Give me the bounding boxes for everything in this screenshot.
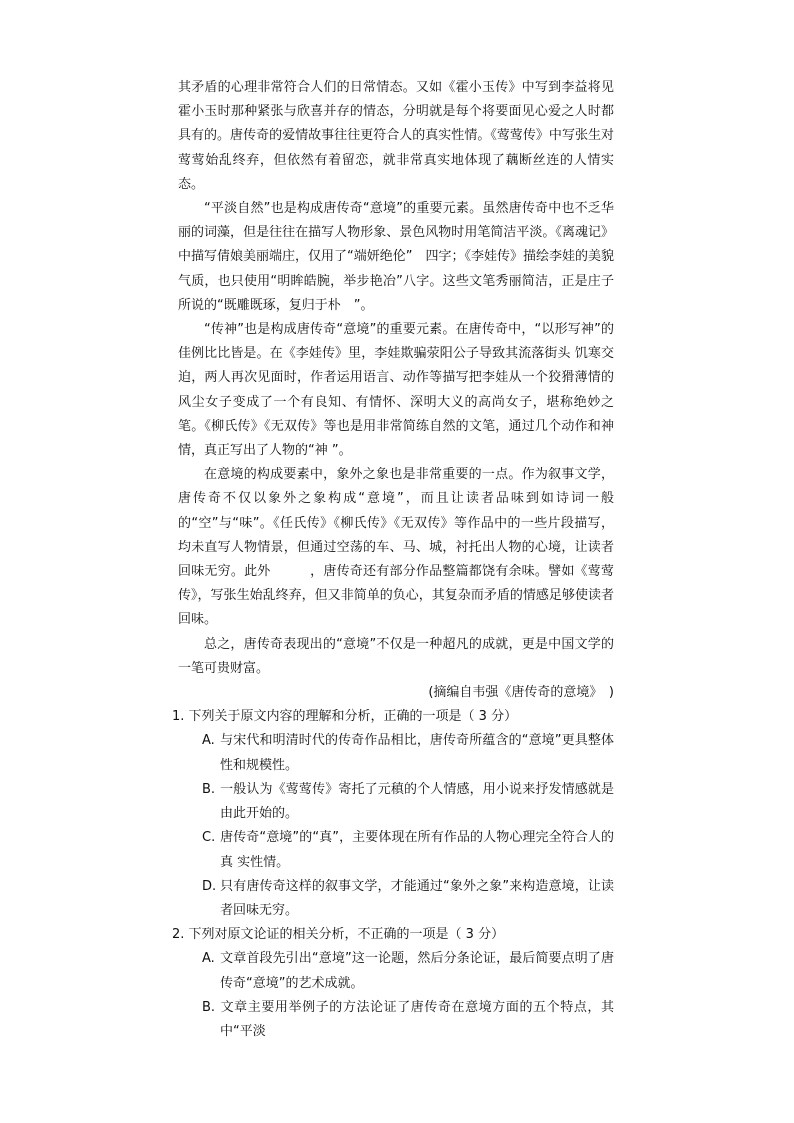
option-a[interactable] <box>178 947 614 995</box>
option-text: 与宋代和明清时代的传奇作品相比，唐传奇所蕴含的“意境”更具整体性和规模性。 <box>220 733 614 773</box>
paragraph-5: 总之，唐传奇表现出的“意境”不仅是一种超凡的成就，更是中国文学的一笔可贵财富。 <box>178 636 614 676</box>
option-a[interactable] <box>178 729 614 777</box>
option-c[interactable] <box>178 826 614 874</box>
option-text: 文章主要用举例子的方法论证了唐传奇在意境方面的五个特点，其中“平淡 <box>220 999 614 1039</box>
paragraph-3: “传神”也是构成唐传奇“意境”的重要元素。在唐传奇中，“以形写神”的佳例比比皆是。在《李娃传》里，李娃欺骗荥阳公子导致其流落街头 饥寒交迫，两人再次见面时，作者运用语言、动作等描写把李娃从一个狡猾薄情的风尘女子变成了一个有良知、有情怀、深明大义的高尚女子，堪称绝妙之笔。《柳氏传》《无双传》等也是用非常简练自然的文笔，通过几个动作和神情，真正写出了人物的“神 ”。 <box>178 322 614 459</box>
question-1 <box>172 705 614 923</box>
paragraph-2: “平淡自然”也是构成唐传奇“意境”的重要元素。虽然唐传奇中也不乏华丽的词藻，但是往往在描写人物形象、景色风物时用笔简洁平淡。《离魂记》中描写倩娘美丽端庄，仅用了“端妍绝伦” 四字；《李娃传》描绘李娃的美貌气质，也只使用“明眸皓腕，举步艳冶”八字。这些文笔秀丽简洁，正是庄子所说的“既雕既琢，复归于朴 ”。 <box>178 201 614 313</box>
option-text: 一般认为《莺莺传》寄托了元稹的个人情感，用小说来抒发情感就是由此开始的。 <box>220 781 614 822</box>
paragraph-4: 在意境的构成要素中，象外之象也是非常重要的一点。作为叙事文学，唐传奇不仅以象外之象构成“意境”，而且让读者品味到如诗词一般的“空”与“味”。《任氏传》《柳氏传》《无双传》等作品中的一些片段描写，均未直写人物情景，但通过空荡的车、马、城，衬托出人物的心境，让读者回味无穷。此外 ，唐传奇还有部分作品整篇都饶有余味。譬如《莺莺传》，写张生始乱终弃，但又非简单的负心，其复杂而矛盾的情感足够使读者回味。 <box>178 467 614 628</box>
option-label: A. <box>202 951 215 967</box>
paragraph-1: 其矛盾的心理非常符合人们的日常情态。又如《霍小玉传》中写到李益将见霍小玉时那种紧张与欣喜并存的情态，分明就是每个将要面见心爱之人时都具有的。唐传奇的爱情故事往往更符合人的真实性情。《莺莺传》中写张生对莺莺始乱终弃，但依然有着留恋，就非常真实地体现了藕断丝连的人情实态。 <box>178 80 614 192</box>
option-label: B. <box>202 781 216 797</box>
question-title: 1. 下列关于原文内容的理解和分析，正确的一项是（ 3 分） <box>172 709 518 725</box>
option-text: 文章首段先引出“意境”这一论题，然后分条论证，最后简要点明了唐 传奇“意境”的艺术成就。 <box>220 951 614 991</box>
option-b[interactable] <box>178 996 614 1044</box>
article-body <box>172 76 614 1044</box>
option-label: D. <box>202 878 217 894</box>
option-label: B. <box>202 999 216 1015</box>
option-d[interactable] <box>178 875 614 923</box>
option-text: 只有唐传奇这样的叙事文学，才能通过“象外之象”来构造意境，让读者回味无穷。 <box>220 878 614 918</box>
option-text: 唐传奇“意境”的“真”，主要体现在所有作品的人物心理完全符合人的真 实性情。 <box>220 830 614 870</box>
option-b[interactable] <box>178 778 614 826</box>
option-label: C. <box>202 830 216 846</box>
question-2 <box>172 923 614 1044</box>
source-citation: (摘编自韦强《唐传奇的意境》 ) <box>428 685 614 701</box>
option-label: A. <box>202 733 215 749</box>
question-title: 2. 下列对原文论证的相关分析，不正确的一项是（ 3 分） <box>172 927 505 943</box>
